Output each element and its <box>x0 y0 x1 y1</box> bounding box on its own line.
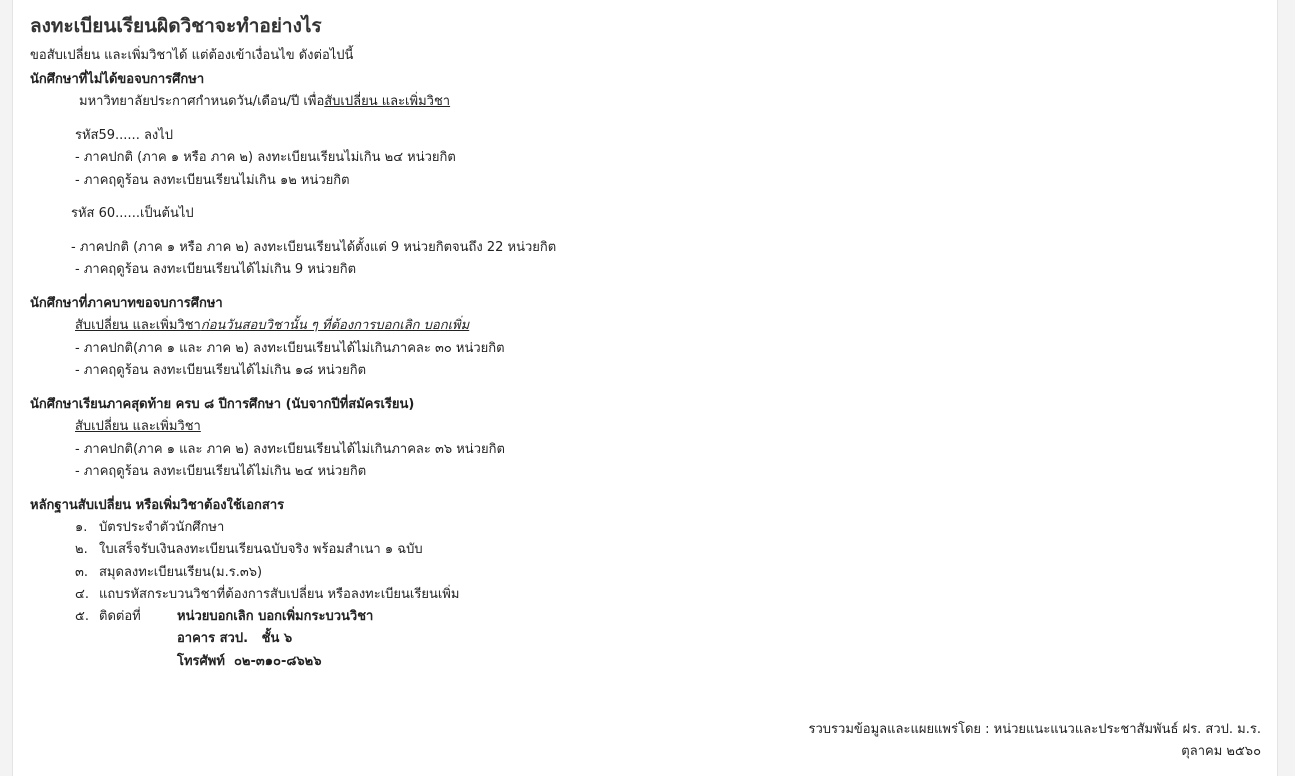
item-number: ๑. <box>75 520 88 535</box>
intro-text: ขอสับเปลี่ยน และเพิ่มวิชาได้ แต่ต้องเข้าเงื่อนไข ดังต่อไปนี้ <box>30 48 354 63</box>
item-text: ใบเสร็จรับเงินลงทะเบียนเรียนฉบับจริง พร้อมสำเนา ๑ ฉบับ <box>99 542 423 557</box>
document-item <box>75 519 224 537</box>
item-text: บัตรประจำตัวนักศึกษา <box>99 520 225 535</box>
group-a-label: รหัส59...... ลงไป <box>75 128 174 143</box>
list-item: - ภาคฤดูร้อน ลงทะเบียนเรียนไม่เกิน ๑๒ หน่วยกิต <box>75 173 350 188</box>
item-number: ๓. <box>75 565 89 580</box>
list-item: - ภาคปกติ(ภาค ๑ และ ภาค ๒) ลงทะเบียนเรียนได้ไม่เกินภาคละ ๓๖ หน่วยกิต <box>75 442 505 457</box>
contact-building: อาคาร สวป. ชั้น ๖ <box>177 631 293 646</box>
item-number: ๕. <box>75 609 89 624</box>
item-text: ติดต่อที่ <box>99 609 141 624</box>
swap-add-link[interactable]: สับเปลี่ยน และเพิ่มวิชา <box>75 318 201 333</box>
footer-credit: รวบรวมข้อมูลและแผยแพร่โดย : หน่วยแนะแนวและประชาสัมพันธ์ ฝร. สวป. ม.ร. <box>808 722 1261 737</box>
document-item <box>75 564 262 582</box>
swap-add-link[interactable]: สับเปลี่ยน และเพิ่มวิชา <box>324 94 451 109</box>
section-heading-requesting-graduation: นักศึกษาที่ภาคบาทขอจบการศึกษา <box>30 296 223 311</box>
section-heading-documents: หลักฐานสับเปลี่ยน หรือเพิ่มวิชาต้องใช้เอกสาร <box>30 498 285 513</box>
document-item <box>75 586 459 604</box>
swap-add-link[interactable]: สับเปลี่ยน และเพิ่มวิชา <box>75 419 201 434</box>
list-item: - ภาคปกติ (ภาค ๑ หรือ ภาค ๒) ลงทะเบียนเรียนได้ตั้งแต่ 9 หน่วยกิตจนถึง 22 หน่วยกิต <box>71 240 557 255</box>
before-exam-note: ก่อนวันสอบวิชานั้น ๆ ที่ต้องการบอกเลิก บอกเพิ่ม <box>200 318 470 333</box>
announcement-line <box>79 93 450 111</box>
list-item: - ภาคฤดูร้อน ลงทะเบียนเรียนได้ไม่เกิน ๑๘ หน่วยกิต <box>75 363 367 378</box>
footer-date: ตุลาคม ๒๕๖๐ <box>1181 744 1261 759</box>
contact-office: หน่วยบอกเลิก บอกเพิ่มกระบวนวิชา <box>177 609 374 624</box>
item-text: แถบรหัสกระบวนวิชาที่ต้องการสับเปลี่ยน หรือลงทะเบียนเรียนเพิ่ม <box>99 587 460 602</box>
list-item: - ภาคปกติ(ภาค ๑ และ ภาค ๒) ลงทะเบียนเรียนได้ไม่เกินภาคละ ๓๐ หน่วยกิต <box>75 341 505 356</box>
section-heading-final-term: นักศึกษาเรียนภาคสุดท้าย ครบ ๘ ปีการศึกษา (นับจากปีที่สมัครเรียน) <box>30 397 415 412</box>
section2-subline <box>75 317 469 335</box>
list-item: - ภาคปกติ (ภาค ๑ หรือ ภาค ๒) ลงทะเบียนเรียนไม่เกิน ๒๔ หน่วยกิต <box>75 150 456 165</box>
document-item <box>75 541 423 559</box>
section-heading-not-graduating: นักศึกษาที่ไม่ได้ขอจบการศึกษา <box>30 72 205 87</box>
item-number: ๔. <box>75 587 89 602</box>
list-item: - ภาคฤดูร้อน ลงทะเบียนเรียนได้ไม่เกิน 9 หน่วยกิต <box>75 262 357 277</box>
document-item <box>75 608 141 626</box>
list-item: - ภาคฤดูร้อน ลงทะเบียนเรียนได้ไม่เกิน ๒๔ หน่วยกิต <box>75 464 367 479</box>
announcement-prefix: มหาวิทยาลัยประกาศกำหนดวัน/เดือน/ปี เพื่อ <box>79 94 325 109</box>
contact-phone: โทรศัพท์ ๐๒-๓๑๐-๘๖๒๖ <box>177 654 322 669</box>
item-text: สมุดลงทะเบียนเรียน(ม.ร.๓๖) <box>99 565 263 580</box>
page-title: ลงทะเบียนเรียนผิดวิชาจะทำอย่างไร <box>30 15 322 37</box>
article-panel <box>12 0 1278 776</box>
item-number: ๒. <box>75 542 88 557</box>
group-b-label: รหัส 60......เป็นต้นไป <box>71 206 194 221</box>
